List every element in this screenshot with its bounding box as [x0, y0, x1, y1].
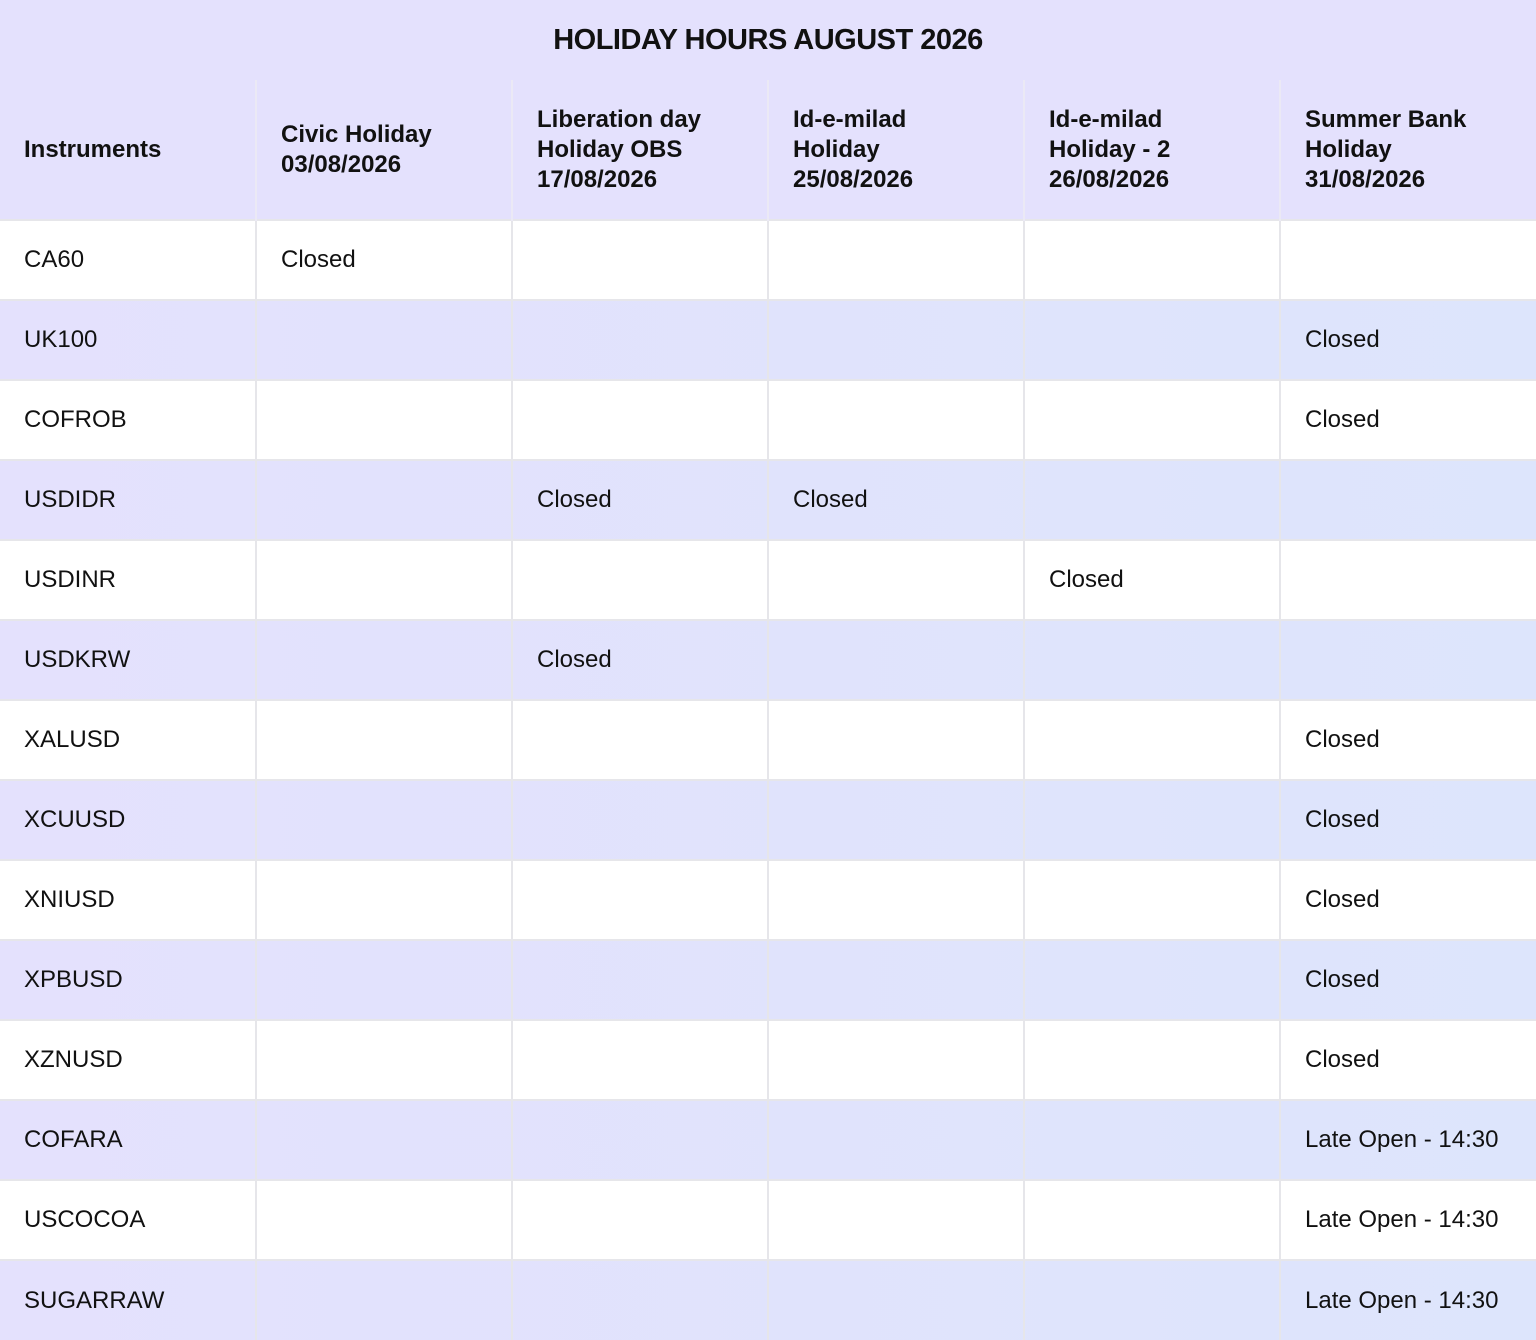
- status-cell-id-e-milad: [768, 300, 1024, 380]
- status-cell-id-e-milad: [768, 1100, 1024, 1180]
- status-cell-id-e-milad: [768, 780, 1024, 860]
- column-header-line: 03/08/2026: [281, 150, 402, 178]
- table-header: [0, 80, 1536, 220]
- table-row: [0, 1100, 1536, 1180]
- table-row: [0, 620, 1536, 700]
- status-cell-id-e-milad-2: Closed: [1024, 540, 1280, 620]
- status-cell-summer-bank-holiday: [1280, 540, 1536, 620]
- table-row: [0, 1020, 1536, 1100]
- instrument-cell: COFROB: [0, 380, 256, 460]
- status-cell-liberation-day: [512, 860, 768, 940]
- status-cell-id-e-milad: [768, 700, 1024, 780]
- column-header-line: Instruments: [24, 135, 162, 163]
- status-cell-liberation-day: Closed: [512, 460, 768, 540]
- status-cell-civic-holiday: [256, 860, 512, 940]
- status-cell-id-e-milad: Closed: [768, 460, 1024, 540]
- instrument-cell: XPBUSD: [0, 940, 256, 1020]
- status-cell-id-e-milad-2: [1024, 1100, 1280, 1180]
- status-cell-liberation-day: [512, 780, 768, 860]
- status-cell-summer-bank-holiday: Closed: [1280, 780, 1536, 860]
- instrument-cell: SUGARRAW: [0, 1260, 256, 1340]
- status-cell-liberation-day: [512, 700, 768, 780]
- column-header-line: Id-e-milad: [793, 105, 907, 133]
- instrument-cell: XZNUSD: [0, 1020, 256, 1100]
- column-header-line: 17/08/2026: [537, 165, 658, 193]
- table-row: [0, 1260, 1536, 1340]
- status-cell-civic-holiday: [256, 1180, 512, 1260]
- instrument-cell: CA60: [0, 220, 256, 300]
- status-cell-civic-holiday: [256, 380, 512, 460]
- status-cell-id-e-milad: [768, 220, 1024, 300]
- status-cell-civic-holiday: [256, 620, 512, 700]
- status-cell-liberation-day: [512, 1260, 768, 1340]
- status-cell-id-e-milad: [768, 1180, 1024, 1260]
- instrument-cell: USDKRW: [0, 620, 256, 700]
- status-cell-id-e-milad: [768, 860, 1024, 940]
- table-row: [0, 1180, 1536, 1260]
- column-header-civic-holiday: [256, 80, 512, 220]
- status-cell-summer-bank-holiday: Closed: [1280, 700, 1536, 780]
- status-cell-civic-holiday: [256, 540, 512, 620]
- status-cell-id-e-milad-2: [1024, 460, 1280, 540]
- status-cell-summer-bank-holiday: Closed: [1280, 300, 1536, 380]
- column-header-line: Holiday OBS: [537, 135, 683, 163]
- header-row: [0, 80, 1536, 220]
- status-cell-id-e-milad: [768, 1260, 1024, 1340]
- status-cell-id-e-milad-2: [1024, 300, 1280, 380]
- status-cell-id-e-milad-2: [1024, 700, 1280, 780]
- status-cell-civic-holiday: [256, 300, 512, 380]
- column-header-line: 31/08/2026: [1305, 165, 1426, 193]
- column-header-instruments: [0, 80, 256, 220]
- column-header-line: Summer Bank: [1305, 105, 1467, 133]
- instrument-cell: COFARA: [0, 1100, 256, 1180]
- status-cell-civic-holiday: [256, 460, 512, 540]
- instrument-cell: XALUSD: [0, 700, 256, 780]
- column-header-line: 25/08/2026: [793, 165, 914, 193]
- status-cell-liberation-day: [512, 380, 768, 460]
- instrument-cell: UK100: [0, 300, 256, 380]
- status-cell-civic-holiday: Closed: [256, 220, 512, 300]
- status-cell-id-e-milad-2: [1024, 860, 1280, 940]
- instrument-cell: USCOCOA: [0, 1180, 256, 1260]
- status-cell-summer-bank-holiday: Late Open - 14:30: [1280, 1260, 1536, 1340]
- instrument-cell: USDINR: [0, 540, 256, 620]
- status-cell-id-e-milad-2: [1024, 1260, 1280, 1340]
- status-cell-id-e-milad-2: [1024, 1180, 1280, 1260]
- table-row: [0, 780, 1536, 860]
- page-title: HOLIDAY HOURS AUGUST 2026: [553, 23, 983, 56]
- status-cell-id-e-milad: [768, 380, 1024, 460]
- column-header-summer-bank-holiday: [1280, 80, 1536, 220]
- status-cell-id-e-milad: [768, 620, 1024, 700]
- table-row: [0, 700, 1536, 780]
- status-cell-liberation-day: [512, 1020, 768, 1100]
- status-cell-id-e-milad-2: [1024, 380, 1280, 460]
- column-header-liberation-day: [512, 80, 768, 220]
- status-cell-civic-holiday: [256, 1260, 512, 1340]
- status-cell-id-e-milad-2: [1024, 620, 1280, 700]
- status-cell-liberation-day: [512, 1100, 768, 1180]
- status-cell-summer-bank-holiday: Late Open - 14:30: [1280, 1180, 1536, 1260]
- column-header-line: Holiday - 2: [1049, 135, 1171, 163]
- instrument-cell: XNIUSD: [0, 860, 256, 940]
- status-cell-summer-bank-holiday: Closed: [1280, 860, 1536, 940]
- status-cell-id-e-milad: [768, 940, 1024, 1020]
- column-header-id-e-milad-2: [1024, 80, 1280, 220]
- status-cell-liberation-day: Closed: [512, 620, 768, 700]
- status-cell-summer-bank-holiday: Late Open - 14:30: [1280, 1100, 1536, 1180]
- status-cell-civic-holiday: [256, 1020, 512, 1100]
- status-cell-summer-bank-holiday: Closed: [1280, 1020, 1536, 1100]
- column-header-line: 26/08/2026: [1049, 165, 1170, 193]
- status-cell-summer-bank-holiday: [1280, 220, 1536, 300]
- holiday-table: [0, 80, 1536, 1340]
- column-header-line: Liberation day: [537, 105, 702, 133]
- table-row: [0, 540, 1536, 620]
- status-cell-liberation-day: [512, 300, 768, 380]
- status-cell-id-e-milad: [768, 1020, 1024, 1100]
- instrument-cell: USDIDR: [0, 460, 256, 540]
- title-bar: [0, 0, 1536, 80]
- table-row: [0, 300, 1536, 380]
- status-cell-id-e-milad-2: [1024, 220, 1280, 300]
- column-header-line: Holiday: [1305, 135, 1392, 163]
- status-cell-summer-bank-holiday: Closed: [1280, 380, 1536, 460]
- status-cell-liberation-day: [512, 220, 768, 300]
- table-row: [0, 380, 1536, 460]
- status-cell-id-e-milad: [768, 540, 1024, 620]
- table-row: [0, 940, 1536, 1020]
- column-header-line: Holiday: [793, 135, 880, 163]
- table-body: [0, 220, 1536, 1340]
- status-cell-id-e-milad-2: [1024, 780, 1280, 860]
- table-row: [0, 860, 1536, 940]
- status-cell-liberation-day: [512, 1180, 768, 1260]
- column-header-id-e-milad: [768, 80, 1024, 220]
- status-cell-liberation-day: [512, 940, 768, 1020]
- column-header-line: Civic Holiday: [281, 120, 432, 148]
- status-cell-civic-holiday: [256, 780, 512, 860]
- status-cell-summer-bank-holiday: [1280, 620, 1536, 700]
- status-cell-summer-bank-holiday: Closed: [1280, 940, 1536, 1020]
- table-row: [0, 460, 1536, 540]
- status-cell-id-e-milad-2: [1024, 1020, 1280, 1100]
- status-cell-civic-holiday: [256, 700, 512, 780]
- status-cell-liberation-day: [512, 540, 768, 620]
- status-cell-summer-bank-holiday: [1280, 460, 1536, 540]
- table-row: [0, 220, 1536, 300]
- column-header-line: Id-e-milad: [1049, 105, 1163, 133]
- status-cell-civic-holiday: [256, 1100, 512, 1180]
- status-cell-id-e-milad-2: [1024, 940, 1280, 1020]
- status-cell-civic-holiday: [256, 940, 512, 1020]
- instrument-cell: XCUUSD: [0, 780, 256, 860]
